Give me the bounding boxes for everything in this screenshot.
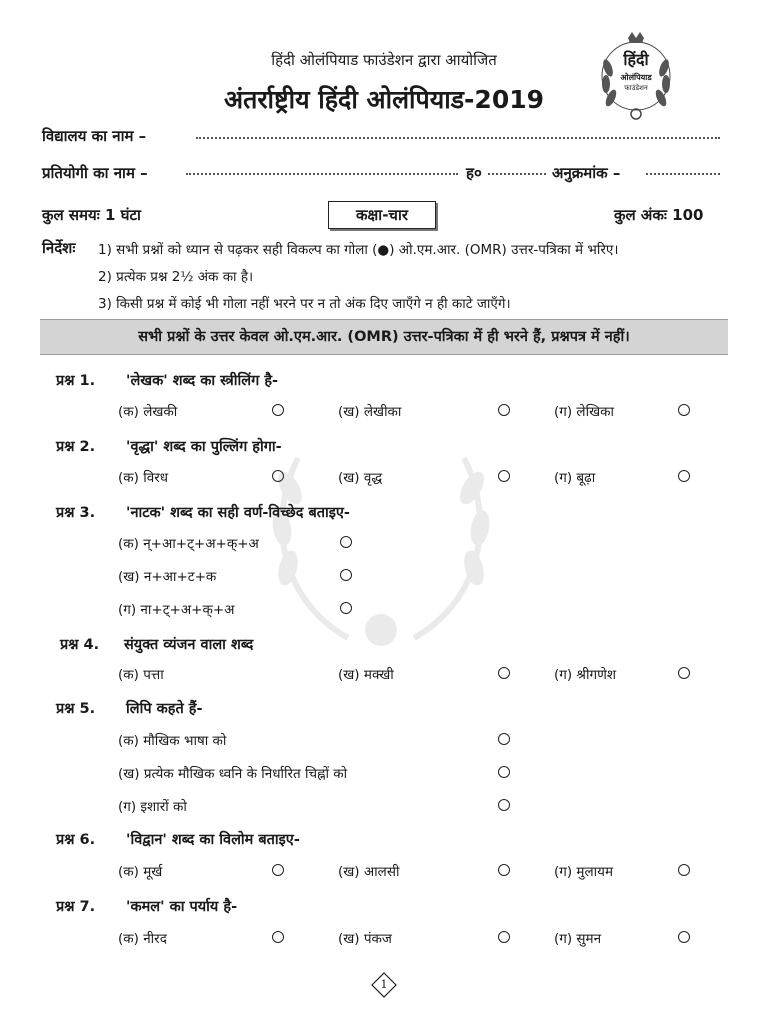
question-5-number: प्रश्न 5. [56, 701, 96, 717]
question-3-option-kha: (ख) न+आ+ट+क [118, 569, 217, 585]
question-2-bubble-kha[interactable] [498, 470, 510, 482]
question-7-bubble-ka[interactable] [272, 931, 284, 943]
question-4-text: संयुक्त व्यंजन वाला शब्द [124, 637, 254, 653]
question-6-number: प्रश्न 6. [56, 832, 96, 848]
question-2-bubble-ga[interactable] [678, 470, 690, 482]
question-1-bubble-kha[interactable] [498, 404, 510, 416]
school-name-label: विद्यालय का नाम – [42, 127, 147, 145]
candidate-name-label: प्रतियोगी का नाम – [42, 164, 148, 182]
question-6-option-ka: (क) मूर्ख [118, 864, 163, 880]
question-1-text: 'लेखक' शब्द का स्त्रीलिंग है- [126, 373, 279, 389]
question-7-bubble-kha[interactable] [498, 931, 510, 943]
question-5-bubble-ga[interactable] [498, 799, 510, 811]
organizer-line: हिंदी ओलंपियाड फाउंडेशन द्वारा आयोजित [271, 51, 497, 69]
question-2-option-ga: (ग) बूढ़ा [554, 470, 596, 486]
question-7-bubble-ga[interactable] [678, 931, 690, 943]
question-4-number: प्रश्न 4. [60, 637, 100, 653]
logo-text: हिंदी [623, 50, 649, 69]
question-4-option-ga: (ग) श्रीगणेश [554, 667, 617, 683]
question-5-option-ka: (क) मौखिक भाषा को [118, 733, 227, 749]
question-7-number: प्रश्न 7. [56, 899, 96, 915]
roll-number-field[interactable] [646, 173, 720, 175]
instruction-1: 1) सभी प्रश्नों को ध्यान से पढ़कर सही विकल्प का गोला (●) ओ.एम.आर. (OMR) उत्तर-पत्रिका में भरिए। [98, 242, 619, 258]
question-6-text: 'विद्वान' शब्द का विलोम बताइए- [126, 832, 300, 848]
question-6-option-kha: (ख) आलसी [338, 864, 400, 880]
question-4-option-ka: (क) पत्ता [118, 667, 164, 683]
question-6-option-ga: (ग) मुलायम [554, 864, 614, 880]
question-3-option-ka: (क) न्+आ+ट्+अ+क्+अ [118, 536, 259, 552]
question-1-option-ka: (क) लेखकी [118, 404, 178, 420]
question-2-option-kha: (ख) वृद्ध [338, 470, 383, 486]
instruction-2: 2) प्रत्येक प्रश्न 2½ अंक का है। [98, 269, 254, 285]
question-6-bubble-ga[interactable] [678, 864, 690, 876]
school-name-field[interactable] [196, 137, 720, 139]
instructions-heading: निर्देशः [42, 239, 76, 257]
question-1-bubble-ga[interactable] [678, 404, 690, 416]
class-box: कक्षा-चार [328, 201, 436, 229]
question-1-bubble-ka[interactable] [272, 404, 284, 416]
question-6-bubble-kha[interactable] [498, 864, 510, 876]
signature-label: ह० [466, 164, 482, 182]
instruction-3: 3) किसी प्रश्न में कोई भी गोला नहीं भरने पर न तो अंक दिए जाएँगे न ही काटे जाएँगे। [98, 296, 511, 312]
total-marks: कुल अंकः 100 [614, 206, 704, 224]
question-1-number: प्रश्न 1. [56, 373, 96, 389]
question-3-text: 'नाटक' शब्द का सही वर्ण-विच्छेद बताइए- [126, 505, 350, 521]
question-4-bubble-ga[interactable] [678, 667, 690, 679]
omr-notice-banner: सभी प्रश्नों के उत्तर केवल ओ.एम.आर. (OMR) उत्तर-पत्रिका में ही भरने हैं, प्रश्नपत्र में नहीं। [40, 319, 728, 355]
signature-field[interactable] [488, 173, 546, 175]
question-7-text: 'कमल' का पर्याय है- [126, 899, 238, 915]
question-2-text: 'वृद्धा' शब्द का पुल्लिंग होगा- [126, 439, 282, 455]
roll-number-label: अनुक्रमांक – [552, 164, 621, 182]
question-3-bubble-ka[interactable] [340, 536, 352, 548]
logo-subtext-2: फाउंडेशन [624, 84, 648, 92]
question-5-option-ga: (ग) इशारों को [118, 799, 187, 815]
question-1-option-ga: (ग) लेखिका [554, 404, 614, 420]
question-3-bubble-ga[interactable] [340, 602, 352, 614]
page-number [371, 972, 397, 998]
question-3-bubble-kha[interactable] [340, 569, 352, 581]
olympiad-logo [596, 26, 676, 126]
question-4-option-kha: (ख) मक्खी [338, 667, 394, 683]
question-2-number: प्रश्न 2. [56, 439, 96, 455]
question-2-bubble-ka[interactable] [272, 470, 284, 482]
question-5-option-kha: (ख) प्रत्येक मौखिक ध्वनि के निर्धारित चिह्नों को [118, 766, 348, 782]
question-5-bubble-kha[interactable] [498, 766, 510, 778]
question-3-option-ga: (ग) ना+ट्+अ+क्+अ [118, 602, 235, 618]
candidate-name-field[interactable] [186, 173, 458, 175]
question-6-bubble-ka[interactable] [272, 864, 284, 876]
question-5-text: लिपि कहते हैं- [126, 701, 203, 717]
watermark-emblem [258, 398, 504, 658]
question-7-option-kha: (ख) पंकज [338, 931, 392, 947]
question-7-option-ka: (क) नीरद [118, 931, 167, 947]
page-number-text: 1 [380, 978, 388, 991]
question-2-option-ka: (क) विरध [118, 470, 169, 486]
question-5-bubble-ka[interactable] [498, 733, 510, 745]
question-3-number: प्रश्न 3. [56, 505, 96, 521]
logo-subtext: ओलंपियाड [620, 73, 652, 82]
total-time: कुल समयः 1 घंटा [42, 206, 141, 224]
question-7-option-ga: (ग) सुमन [554, 931, 602, 947]
question-1-option-kha: (ख) लेखीका [338, 404, 402, 420]
exam-title: अंतर्राष्ट्रीय हिंदी ओलंपियाड-2019 [223, 85, 545, 114]
question-4-bubble-kha[interactable] [498, 667, 510, 679]
